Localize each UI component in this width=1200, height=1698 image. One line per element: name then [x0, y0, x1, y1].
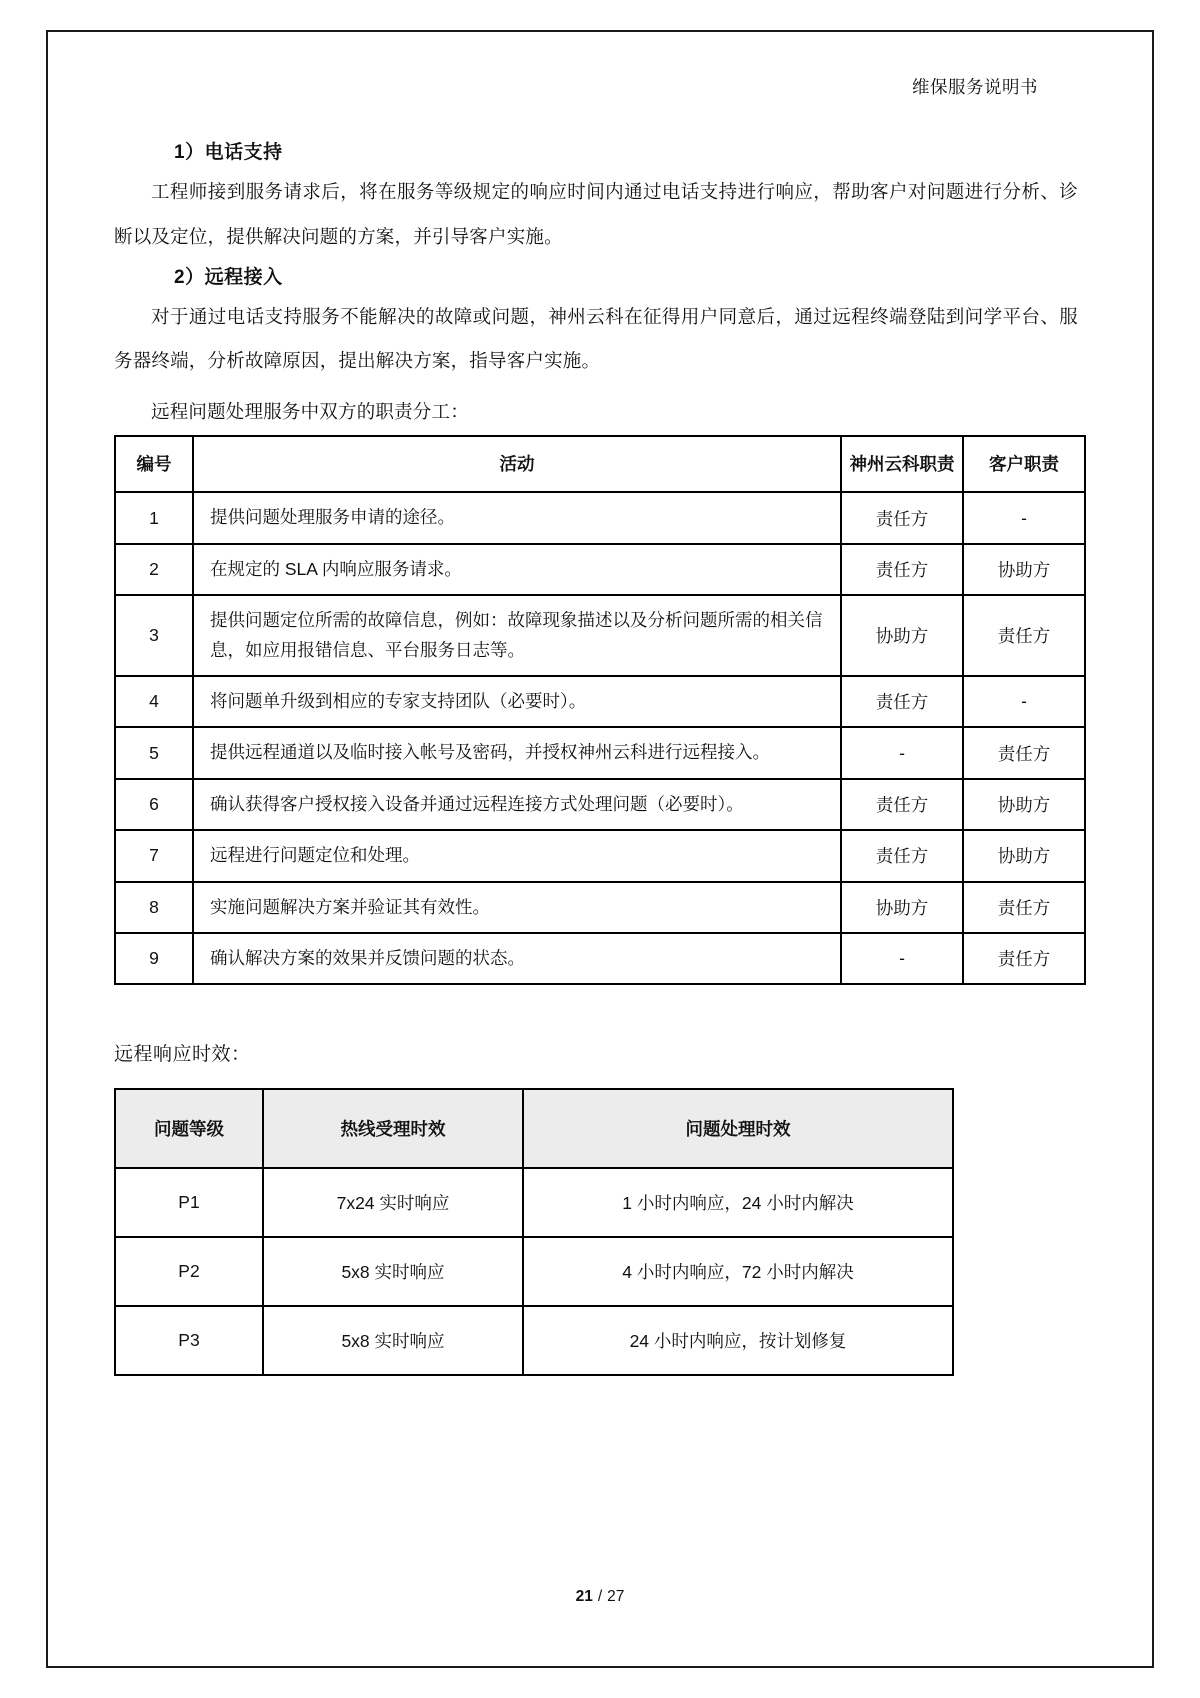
sla-col-resolution: 问题处理时效 — [523, 1089, 953, 1168]
table-row — [115, 727, 1085, 778]
cell-activity: 在规定的 SLA 内响应服务请求。 — [193, 544, 841, 595]
section-paragraph-remote-access: 对于通过电话支持服务不能解决的故障或问题，神州云科在征得用户同意后，通过远程终端登陆到问学平台、服务器终端，分析故障原因，提出解决方案，指导客户实施。 — [114, 305, 1078, 372]
cell-no: 2 — [115, 544, 193, 595]
sla-col-level: 问题等级 — [115, 1089, 263, 1168]
sla-col-hotline: 热线受理时效 — [263, 1089, 523, 1168]
cell-customer: 责任方 — [963, 595, 1085, 676]
cell-activity: 实施问题解决方案并验证其有效性。 — [193, 882, 841, 933]
cell-customer: - — [963, 676, 1085, 727]
table-row — [115, 1306, 953, 1375]
cell-no: 5 — [115, 727, 193, 778]
table-row — [115, 830, 1085, 881]
section-heading-remote-access: 2）远程接入 — [174, 266, 283, 288]
section-heading-phone-support: 1）电话支持 — [174, 142, 283, 163]
document-header-title: 维保服务说明书 — [912, 77, 1038, 97]
cell-customer: 责任方 — [963, 727, 1085, 778]
cell-no: 7 — [115, 830, 193, 881]
table-row — [115, 779, 1085, 830]
cell-no: 1 — [115, 492, 193, 543]
table-row — [115, 595, 1085, 676]
cell-customer: - — [963, 492, 1085, 543]
cell-provider: 责任方 — [841, 544, 963, 595]
cell-customer: 责任方 — [963, 933, 1085, 984]
cell-provider: - — [841, 727, 963, 778]
cell-no: 6 — [115, 779, 193, 830]
table-row — [115, 1237, 953, 1306]
cell-hotline: 5x8 实时响应 — [263, 1306, 523, 1375]
table-row — [115, 676, 1085, 727]
cell-provider: 责任方 — [841, 676, 963, 727]
cell-provider: 协助方 — [841, 882, 963, 933]
cell-activity: 提供问题定位所需的故障信息，例如：故障现象描述以及分析问题所需的相关信息，如应用报错信息、平台服务日志等。 — [193, 595, 841, 676]
sla-table — [114, 1088, 954, 1376]
cell-resolution: 4 小时内响应，72 小时内解决 — [523, 1237, 953, 1306]
cell-level: P2 — [115, 1237, 263, 1306]
cell-provider: 责任方 — [841, 779, 963, 830]
cell-level: P1 — [115, 1168, 263, 1237]
duty-col-provider: 神州云科职责 — [841, 436, 963, 492]
cell-provider: 责任方 — [841, 492, 963, 543]
cell-provider: 协助方 — [841, 595, 963, 676]
cell-no: 8 — [115, 882, 193, 933]
section-paragraph-phone-support: 工程师接到服务请求后，将在服务等级规定的响应时间内通过电话支持进行响应，帮助客户对问题进行分析、诊断以及定位，提供解决问题的方案，并引导客户实施。 — [114, 181, 1078, 247]
duty-col-activity: 活动 — [193, 436, 841, 492]
cell-activity: 确认解决方案的效果并反馈问题的状态。 — [193, 933, 841, 984]
footer-total-pages: 27 — [607, 1588, 625, 1605]
footer-separator: / — [597, 1588, 603, 1605]
cell-activity: 确认获得客户授权接入设备并通过远程连接方式处理问题（必要时）。 — [193, 779, 841, 830]
sla-table-title: 远程响应时效： — [114, 1044, 251, 1066]
table-row — [115, 882, 1085, 933]
table-header-row — [115, 1089, 953, 1168]
duty-table-caption: 远程问题处理服务中双方的职责分工： — [151, 401, 469, 423]
cell-hotline: 5x8 实时响应 — [263, 1237, 523, 1306]
cell-customer: 责任方 — [963, 882, 1085, 933]
cell-no: 3 — [115, 595, 193, 676]
duty-table — [114, 435, 1086, 985]
cell-customer: 协助方 — [963, 544, 1085, 595]
duty-col-no: 编号 — [115, 436, 193, 492]
cell-no: 4 — [115, 676, 193, 727]
table-row — [115, 544, 1085, 595]
cell-hotline: 7x24 实时响应 — [263, 1168, 523, 1237]
table-header-row — [115, 436, 1085, 492]
cell-activity: 将问题单升级到相应的专家支持团队（必要时）。 — [193, 676, 841, 727]
cell-activity: 提供远程通道以及临时接入帐号及密码，并授权神州云科进行远程接入。 — [193, 727, 841, 778]
table-row — [115, 492, 1085, 543]
page-footer — [0, 1588, 1200, 1606]
cell-customer: 协助方 — [963, 830, 1085, 881]
cell-resolution: 24 小时内响应，按计划修复 — [523, 1306, 953, 1375]
cell-level: P3 — [115, 1306, 263, 1375]
table-row — [115, 933, 1085, 984]
table-row — [115, 1168, 953, 1237]
cell-activity: 远程进行问题定位和处理。 — [193, 830, 841, 881]
cell-provider: - — [841, 933, 963, 984]
duty-col-customer: 客户职责 — [963, 436, 1085, 492]
footer-current-page: 21 — [575, 1588, 593, 1605]
cell-activity: 提供问题处理服务申请的途径。 — [193, 492, 841, 543]
page-content — [46, 30, 1154, 1668]
cell-resolution: 1 小时内响应，24 小时内解决 — [523, 1168, 953, 1237]
cell-customer: 协助方 — [963, 779, 1085, 830]
cell-no: 9 — [115, 933, 193, 984]
cell-provider: 责任方 — [841, 830, 963, 881]
